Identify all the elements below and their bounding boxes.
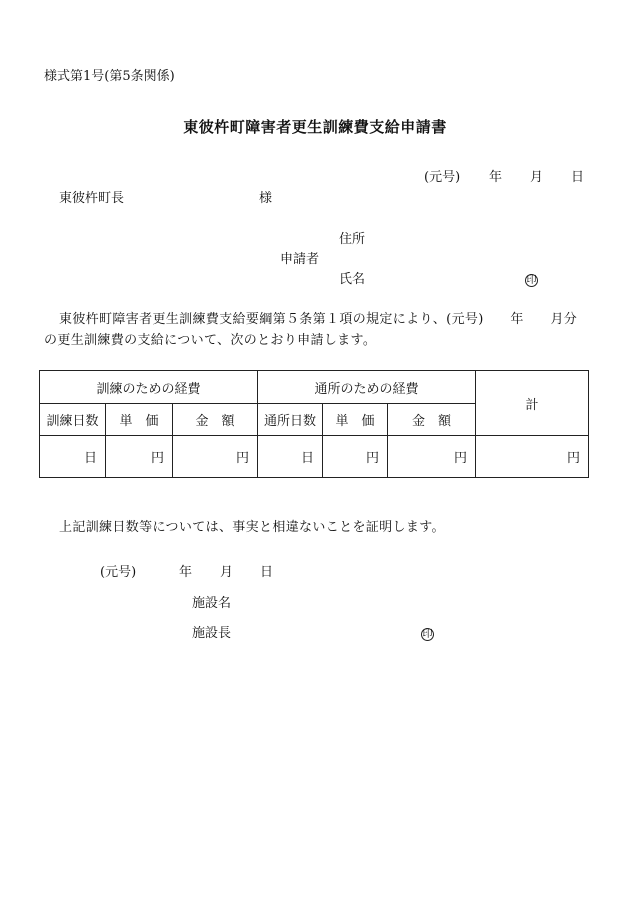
date-era: (元号): [424, 170, 461, 185]
training-expense-header: 訓練のための経費: [40, 371, 258, 404]
cert-date-day: 日: [260, 565, 274, 580]
training-amount-header: 金 額: [173, 404, 258, 436]
applicant-label: 申請者: [280, 252, 320, 267]
commute-amount-header: 金 額: [388, 404, 476, 436]
commute-amount-cell: 円: [388, 436, 476, 478]
total-cell: 円: [476, 436, 589, 478]
applicant-seal-icon: 印: [526, 275, 537, 286]
facility-director-label: 施設長: [192, 626, 232, 641]
commute-unit-price-cell: 円: [323, 436, 388, 478]
expense-table: [39, 370, 589, 478]
training-days-cell: 日: [40, 436, 106, 478]
commute-days-cell: 日: [258, 436, 323, 478]
total-header: 計: [476, 371, 589, 436]
addressee-name: 東彼杵町長: [59, 191, 125, 206]
cert-date-era: (元号): [100, 565, 137, 580]
training-days-header: 訓練日数: [40, 404, 106, 436]
commute-days-header: 通所日数: [258, 404, 323, 436]
form-number: 様式第1号(第5条関係): [44, 69, 175, 84]
body-text-line2: の更生訓練費の支給について、次のとおり申請します。: [44, 333, 377, 348]
training-unit-price-header: 単 価: [106, 404, 173, 436]
date-day: 日: [571, 170, 585, 185]
certification-text: 上記訓練日数等については、事実と相違ないことを証明します。: [59, 520, 445, 535]
training-unit-price-cell: 円: [106, 436, 173, 478]
body-text-line1: 東彼杵町障害者更生訓練費支給要綱第５条第１項の規定により、(元号) 年 月分: [59, 312, 578, 327]
date-month: 月: [530, 170, 544, 185]
commute-unit-price-header: 単 価: [323, 404, 388, 436]
commute-expense-header: 通所のための経費: [258, 371, 476, 404]
facility-name-label: 施設名: [192, 596, 232, 611]
date-year: 年: [489, 170, 503, 185]
name-label: 氏名: [339, 272, 366, 287]
cert-date-month: 月: [220, 565, 234, 580]
addressee-honorific: 様: [259, 191, 273, 206]
cert-date-year: 年: [179, 565, 193, 580]
address-label: 住所: [339, 232, 366, 247]
document-title: 東彼杵町障害者更生訓練費支給申請書: [183, 118, 447, 136]
training-amount-cell: 円: [173, 436, 258, 478]
director-seal-icon: 印: [422, 629, 433, 640]
